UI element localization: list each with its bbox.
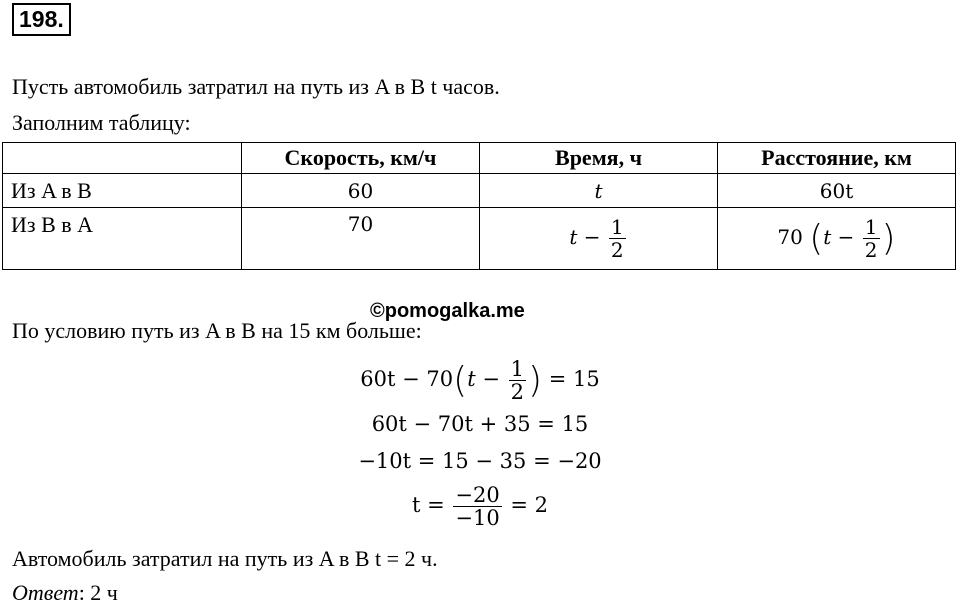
row1-speed: 60 xyxy=(242,174,480,208)
row2-distance-fraction: $\frac{1}{2}$ xyxy=(864,215,878,262)
row2-time: t − $\frac{1}{2}$ xyxy=(480,208,718,270)
row1-time: t xyxy=(480,174,718,208)
table-header-empty xyxy=(3,143,242,174)
equation-4-fraction: $\frac{-20}{-10}$ xyxy=(455,483,500,530)
equation-4: t = $\frac{-20}{-10}$ = 2 xyxy=(411,483,549,530)
problem-number: 198. xyxy=(12,3,71,36)
answer-value: : 2 ч xyxy=(78,580,118,605)
row1-label: Из A в B xyxy=(3,174,242,208)
condition-line: По условию путь из A в B на 15 км больше: xyxy=(12,318,422,343)
conclusion-line: Автомобиль затратил на путь из A в B t = 2 ч. xyxy=(12,546,438,571)
row2-speed: 70 xyxy=(242,208,480,270)
equation-1-fraction: $\frac{1}{2}$ xyxy=(510,357,524,404)
row2-time-fraction: $\frac{1}{2}$ xyxy=(610,215,624,262)
table-header-row xyxy=(3,143,956,174)
row1-distance: 60t xyxy=(718,174,956,208)
intro-line-1 xyxy=(12,74,500,100)
watermark: ©pomogalka.me xyxy=(370,300,525,322)
intro-text: Пусть автомобиль затратил на путь из A в B t часов. xyxy=(12,74,500,99)
table-header-time: Время, ч xyxy=(480,143,718,174)
answer-label: Ответ xyxy=(12,580,79,605)
table-header-speed: Скорость, км/ч xyxy=(242,143,480,174)
answer-line xyxy=(12,580,118,606)
intro-line-2: Заполним таблицу: xyxy=(12,110,191,135)
table-row xyxy=(3,174,956,208)
equation-1: 60t − 70(t − $\frac{1}{2}$ ) = 15 xyxy=(360,357,600,404)
table-row xyxy=(3,208,956,270)
equation-3: −10t = 15 − 35 = −20 xyxy=(358,449,602,473)
equation-2: 60t − 70t + 35 = 15 xyxy=(371,412,589,436)
row2-distance: 70 (t − $\frac{1}{2}$ ) xyxy=(718,208,956,270)
row2-label: Из B в A xyxy=(3,208,242,270)
data-table xyxy=(2,142,956,270)
table-header-distance: Расстояние, км xyxy=(718,143,956,174)
